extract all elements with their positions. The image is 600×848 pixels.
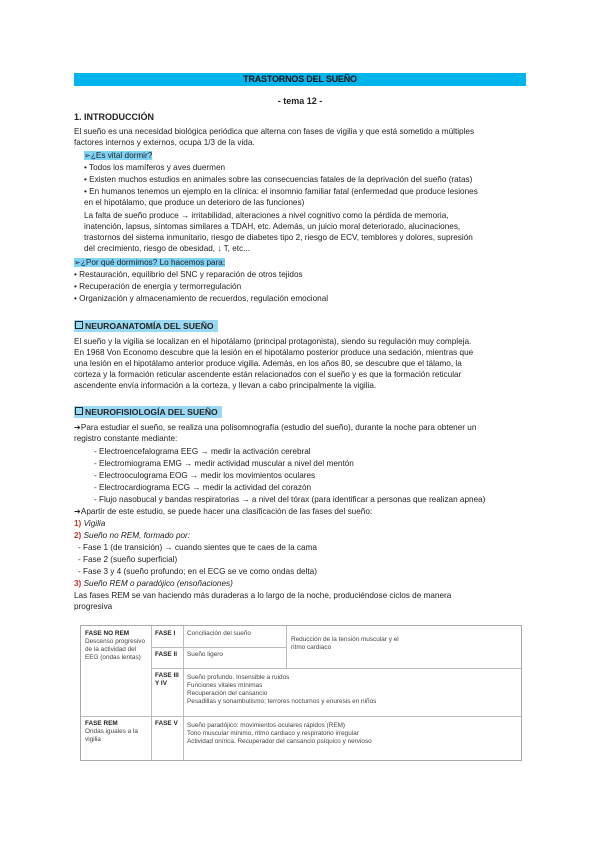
phase-item: - Fase 3 y 4 (sueño profundo; en el ECG se ve como ondas delta) (78, 567, 317, 576)
section-heading-neurofisiologia (74, 406, 222, 418)
text-line: La falta de sueño produce → irritabilidad, alteraciones a nivel cognitivo como la pérdida de memoria, (84, 211, 449, 220)
phase-5-label: FASE V (155, 720, 178, 727)
text-line: inatención, lapsus, síntomas similares a TDAH, etc. Además, un juicio moral deteriorado, alucinaciones, (84, 222, 461, 231)
text-line: registro constante mediante: (74, 434, 178, 443)
section-heading-text: NEUROANATOMÍA DEL SUEÑO (85, 321, 214, 331)
neurofisiologia-intro (74, 422, 526, 444)
stage-label: Sueño REM o paradójico (ensoñaciones) (83, 579, 233, 588)
text-line: Sueño profundo. Insensible a ruidos (187, 674, 290, 681)
text-line: trastornos del sistema inmunitario, riesgo de diabetes tipo 2, riesgo de ECV, temblores y dolores, supresión (84, 233, 473, 242)
text-line: una lesión en el hipotálamo anterior produce vigilia. Además, en los años 80, se descubre que el tálamo, la (74, 359, 462, 368)
tool-item: - Flujo nasobucal y bandas respiratorias → a nivel del tórax (para identificar a personas que realizan apnea) (94, 495, 486, 504)
title-banner (74, 73, 526, 86)
document-subtitle: - tema 12 - (277, 96, 323, 106)
phase-1-label: FASE I (155, 630, 176, 637)
question-text: ➢¿Es vital dormir? (84, 151, 153, 160)
nrem-title: FASE NO REM (85, 630, 130, 637)
section-heading-text: NEUROFISIOLOGÍA DEL SUEÑO (85, 407, 218, 417)
table-divider (151, 668, 521, 669)
text-line: Recuperación del cansancio (187, 690, 268, 697)
phase-item: - Fase 1 (de transición) → cuando sientes que te caes de la cama (78, 543, 317, 552)
list-item: • Recuperación de energía y termorregulación (74, 282, 242, 291)
list-item: • Organización y almacenamiento de recuerdos, regulación emocional (74, 294, 329, 303)
text-line: Las fases REM se van haciendo más duraderas a lo largo de la noche, produciéndose ciclos de manera (74, 591, 452, 600)
rem-cell (85, 720, 147, 744)
stage-label: Vigilia (83, 519, 106, 528)
text-line: Pesadillas y sonambulismo; terrores nocturnos y enuresis en niños (187, 698, 377, 705)
phase-1-desc: Conciliación del sueño (187, 630, 251, 637)
text-line: ascendente envía información a la corteza, y llevan a cabo principalmente la vigilia. (74, 381, 377, 390)
phase-item: - Fase 2 (sueño superficial) (78, 555, 178, 564)
question-vital (84, 150, 152, 161)
phase-2-desc: Sueño ligero (187, 651, 223, 658)
text-line: Tono muscular mínimo, ritmo cardiaco y respiratorio irregular (187, 730, 359, 737)
sleep-deprivation-paragraph (84, 210, 526, 254)
stage-number: 2) (74, 531, 82, 540)
rem-title: FASE REM (85, 720, 118, 727)
text-line: Funciones vitales mínimas (187, 682, 263, 689)
rem-description: Ondas iguales a la vigilia (85, 728, 138, 743)
stage-number: 1) (74, 519, 82, 528)
table-divider (81, 716, 521, 717)
document-title: TRASTORNOS DEL SUEÑO (243, 74, 357, 84)
stage-number: 3) (74, 579, 82, 588)
table-divider (286, 626, 287, 668)
nrem-cell (85, 630, 147, 662)
stage-nrem (74, 530, 190, 541)
text-line: progresiva (74, 602, 113, 611)
sleep-phases-table (80, 625, 522, 761)
text-line: factores internos y externos, ocupa 1/3 de la vida. (74, 138, 255, 147)
checkbox-bullet-icon (75, 407, 83, 415)
list-item: • En humanos tenemos un ejemplo en la clínica: el insomnio familiar fatal (enfermedad que produce lesiones (84, 187, 478, 196)
phase-2-label: FASE II (155, 651, 178, 658)
table-divider (151, 647, 286, 648)
rem-cycle-paragraph (74, 590, 526, 612)
text-line: del crecimiento, riesgo de obesidad, ↓ T, etc... (84, 244, 250, 253)
list-item: • Todos los mamíferos y aves duermen (84, 163, 226, 172)
phase-3-4-desc (187, 674, 517, 706)
text-line: El sueño y la vigilia se localizan en el hipotálamo (principal protagonista), siendo su regulación muy compleja. (74, 337, 472, 346)
stage-vigilia (74, 518, 105, 529)
question-text: ➢¿Por qué dormimos? Lo hacemos para: (74, 258, 226, 267)
phase-3-4-label: FASE III Y IV (155, 672, 179, 687)
section-heading-neuroanatomia (74, 320, 218, 332)
stage-label: Sueño no REM, formado por: (83, 531, 191, 540)
text-line: ➔Para estudiar el sueño, se realiza una polisomnografía (estudio del sueño), durante la noche para obtener un (74, 423, 477, 432)
intro-heading: 1. INTRODUCCIÓN (74, 112, 155, 122)
neuroanatomia-paragraph (74, 336, 526, 391)
intro-paragraph (74, 126, 526, 148)
text-line: Actividad onírica. Recuperador del cansancio psíquico y nervioso (187, 738, 372, 745)
classification-line: ➔Apartir de este estudio, se puede hacer una clasificación de las fases del sueño: (74, 507, 373, 516)
tool-item: - Electrocardiograma ECG → medir la actividad del corazón (94, 483, 312, 492)
list-item-continued: en el hipotálamo, que produce un deterioro de las funciones) (84, 198, 305, 207)
tool-item: - Electromiograma EMG → medir actividad muscular a nivel del mentón (94, 459, 354, 468)
checkbox-bullet-icon (75, 321, 83, 329)
phase-1-2-note: Reducción de la tensión muscular y el ritmo cardiaco (291, 636, 399, 651)
tool-item: - Electrooculograma EOG → medir los movimientos oculares (94, 471, 316, 480)
text-line: Sueño paradójico: movimientos oculares rápidos (REM) (187, 722, 346, 729)
tool-item: - Electroencefalograma EEG → medir la activación cerebral (94, 447, 311, 456)
text-line: El sueño es una necesidad biológica periódica que alterna con fases de vigilia y que está sometido a múltiples (74, 127, 475, 136)
phase-5-desc (187, 722, 517, 746)
text-line: En 1968 Von Economo descubre que la lesión en el hipotálamo posterior produce una sedación, mientras que (74, 348, 474, 357)
text-line: corteza y la formación reticular ascendente están relacionados con el sueño y es que la formación reticular (74, 370, 462, 379)
list-item: • Restauración, equilibrio del SNC y reparación de otros tejidos (74, 270, 303, 279)
list-item: • Existen muchos estudios en animales sobre las consecuencias fatales de la deprivación del sueño (ratas) (84, 175, 473, 184)
stage-rem (74, 578, 233, 589)
nrem-description: Descenso progresivo de la actividad del EEG (ondas lentas) (85, 638, 146, 661)
question-why (74, 257, 225, 268)
